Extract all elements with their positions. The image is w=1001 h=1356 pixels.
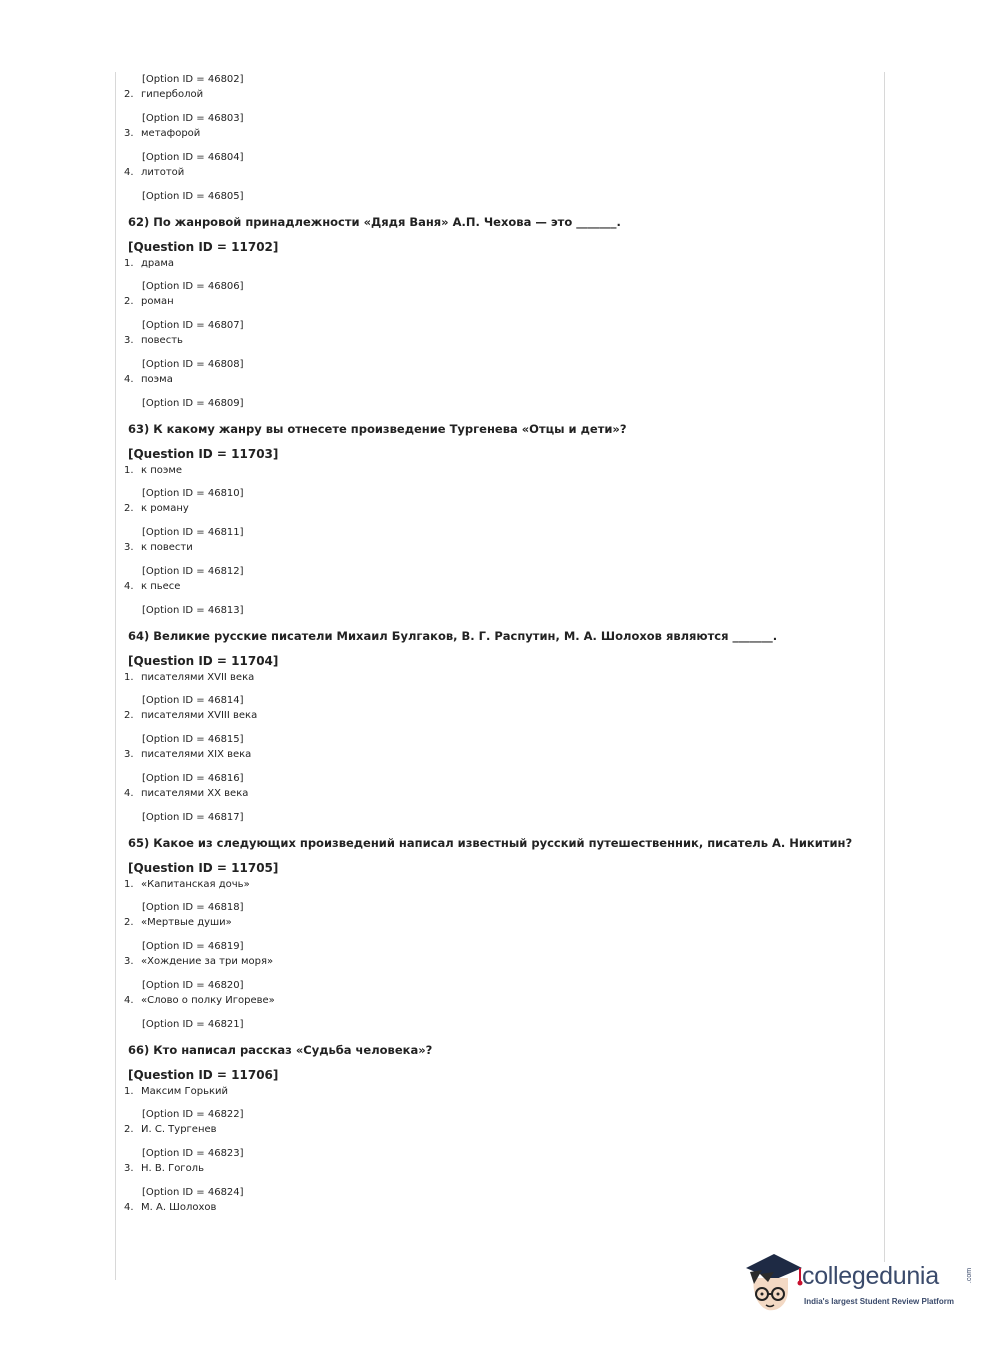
- option-id: [Option ID = 46812]: [142, 566, 244, 577]
- option-id: [Option ID = 46816]: [142, 773, 244, 784]
- option-item: [124, 709, 864, 723]
- option-text: Н. В. Гоголь: [141, 1163, 204, 1174]
- option-item: [124, 671, 864, 685]
- option-text: писателями XVIII века: [141, 710, 258, 721]
- option-id: [Option ID = 46818]: [142, 902, 244, 913]
- option-item: [124, 994, 864, 1008]
- option-item: [124, 334, 864, 348]
- option-number: 2.: [124, 1124, 134, 1135]
- option-number: 1.: [124, 465, 134, 476]
- option-item: [124, 1162, 864, 1176]
- option-number: 3.: [124, 749, 134, 760]
- question-block: [124, 1042, 864, 1215]
- option-number: 4.: [124, 1202, 134, 1213]
- option-text: к повести: [141, 542, 193, 553]
- option-id: [Option ID = 46824]: [142, 1187, 244, 1198]
- question-title: 65) Какое из следующих произведений написал известный русский путешественник, писатель А. Никитин?: [128, 836, 853, 850]
- option-item: [124, 127, 864, 141]
- question-title: 64) Великие русские писатели Михаил Булгаков, В. Г. Распутин, М. А. Шолохов являются _______.: [128, 629, 778, 643]
- option-number: 3.: [124, 1163, 134, 1174]
- logo-name: collegedunia: [802, 1262, 939, 1290]
- option-text: «Мертвые души»: [141, 917, 232, 928]
- logo-suffix: .com: [966, 1267, 974, 1284]
- question-id: [Question ID = 11706]: [128, 1068, 279, 1082]
- option-item: [124, 1201, 864, 1215]
- option-text: писателями XX века: [141, 788, 249, 799]
- question-title: 66) Кто написал рассказ «Судьба человека»?: [128, 1043, 433, 1057]
- option-number: 4.: [124, 788, 134, 799]
- option-id: [Option ID = 46806]: [142, 281, 244, 292]
- option-text: «Хождение за три моря»: [141, 956, 274, 967]
- option-item: [124, 916, 864, 930]
- question-block: [124, 214, 864, 411]
- question-id: [Question ID = 11705]: [128, 861, 279, 875]
- option-id: [Option ID = 46802]: [142, 74, 244, 85]
- option-number: 4.: [124, 581, 134, 592]
- option-item: [124, 541, 864, 555]
- option-number: 3.: [124, 542, 134, 553]
- option-item: [124, 748, 864, 762]
- option-id: [Option ID = 46820]: [142, 980, 244, 991]
- option-number: 4.: [124, 167, 134, 178]
- option-number: 3.: [124, 956, 134, 967]
- option-id: [Option ID = 46810]: [142, 488, 244, 499]
- option-text: повесть: [141, 335, 183, 346]
- question-title: 63) К какому жанру вы отнесете произведение Тургенева «Отцы и дети»?: [128, 422, 627, 436]
- option-text: писателями XVII века: [141, 672, 255, 683]
- option-number: 3.: [124, 335, 134, 346]
- option-item: [124, 295, 864, 309]
- option-number: 2.: [124, 296, 134, 307]
- question-block: [124, 628, 864, 825]
- option-item: [124, 787, 864, 801]
- collegedunia-logo[interactable]: [744, 1250, 974, 1316]
- question-block: [124, 421, 864, 618]
- option-item: [124, 502, 864, 516]
- option-number: 4.: [124, 374, 134, 385]
- option-text: поэма: [141, 374, 173, 385]
- option-text: «Капитанская дочь»: [141, 879, 250, 890]
- logo-tagline: India's largest Student Review Platform: [804, 1297, 954, 1306]
- question-id: [Question ID = 11702]: [128, 240, 279, 254]
- option-number: 2.: [124, 89, 134, 100]
- option-number: 1.: [124, 1086, 134, 1097]
- question-content: [124, 73, 864, 1225]
- option-id: [Option ID = 46817]: [142, 812, 244, 823]
- option-id: [Option ID = 46808]: [142, 359, 244, 370]
- option-id: [Option ID = 46804]: [142, 152, 244, 163]
- question-id: [Question ID = 11703]: [128, 447, 279, 461]
- option-id: [Option ID = 46805]: [142, 191, 244, 202]
- option-text: метафорой: [141, 128, 201, 139]
- question-id: [Question ID = 11704]: [128, 654, 279, 668]
- option-id: [Option ID = 46815]: [142, 734, 244, 745]
- question-block: [124, 835, 864, 1032]
- option-id: [Option ID = 46821]: [142, 1019, 244, 1030]
- option-text: к поэме: [141, 465, 183, 476]
- option-item: [124, 1085, 864, 1099]
- option-id: [Option ID = 46819]: [142, 941, 244, 952]
- option-item: [124, 166, 864, 180]
- option-id: [Option ID = 46807]: [142, 320, 244, 331]
- option-number: 1.: [124, 672, 134, 683]
- left-margin-line: [115, 72, 116, 1280]
- option-item: [124, 955, 864, 969]
- option-number: 1.: [124, 879, 134, 890]
- option-item: [124, 257, 864, 271]
- option-item: [124, 373, 864, 387]
- option-text: «Слово о полку Игореве»: [141, 995, 275, 1006]
- option-text: гиперболой: [141, 89, 204, 100]
- option-item: [124, 878, 864, 892]
- option-number: 1.: [124, 258, 134, 269]
- option-text: Максим Горький: [141, 1086, 229, 1097]
- option-id: [Option ID = 46813]: [142, 605, 244, 616]
- mascot-icon: [744, 1250, 804, 1316]
- option-text: М. А. Шолохов: [141, 1202, 217, 1213]
- option-id: [Option ID = 46814]: [142, 695, 244, 706]
- option-number: 4.: [124, 995, 134, 1006]
- option-text: роман: [141, 296, 174, 307]
- option-number: 2.: [124, 710, 134, 721]
- option-item: [124, 1123, 864, 1137]
- option-id: [Option ID = 46822]: [142, 1109, 244, 1120]
- option-item: [124, 464, 864, 478]
- option-text: к пьесе: [141, 581, 181, 592]
- option-id: [Option ID = 46811]: [142, 527, 244, 538]
- option-number: 2.: [124, 503, 134, 514]
- option-text: писателями XIX века: [141, 749, 252, 760]
- option-text: литотой: [141, 167, 185, 178]
- question-title: 62) По жанровой принадлежности «Дядя Ваня» А.П. Чехова — это _______.: [128, 215, 621, 229]
- previous-question-tail: [124, 73, 864, 204]
- option-id: [Option ID = 46809]: [142, 398, 244, 409]
- right-margin-line: [884, 72, 885, 1262]
- option-text: к роману: [141, 503, 189, 514]
- option-id: [Option ID = 46823]: [142, 1148, 244, 1159]
- option-item: [124, 580, 864, 594]
- option-id: [Option ID = 46803]: [142, 113, 244, 124]
- option-item: [124, 88, 864, 102]
- option-number: 3.: [124, 128, 134, 139]
- option-number: 2.: [124, 917, 134, 928]
- option-text: драма: [141, 258, 175, 269]
- option-text: И. С. Тургенев: [141, 1124, 217, 1135]
